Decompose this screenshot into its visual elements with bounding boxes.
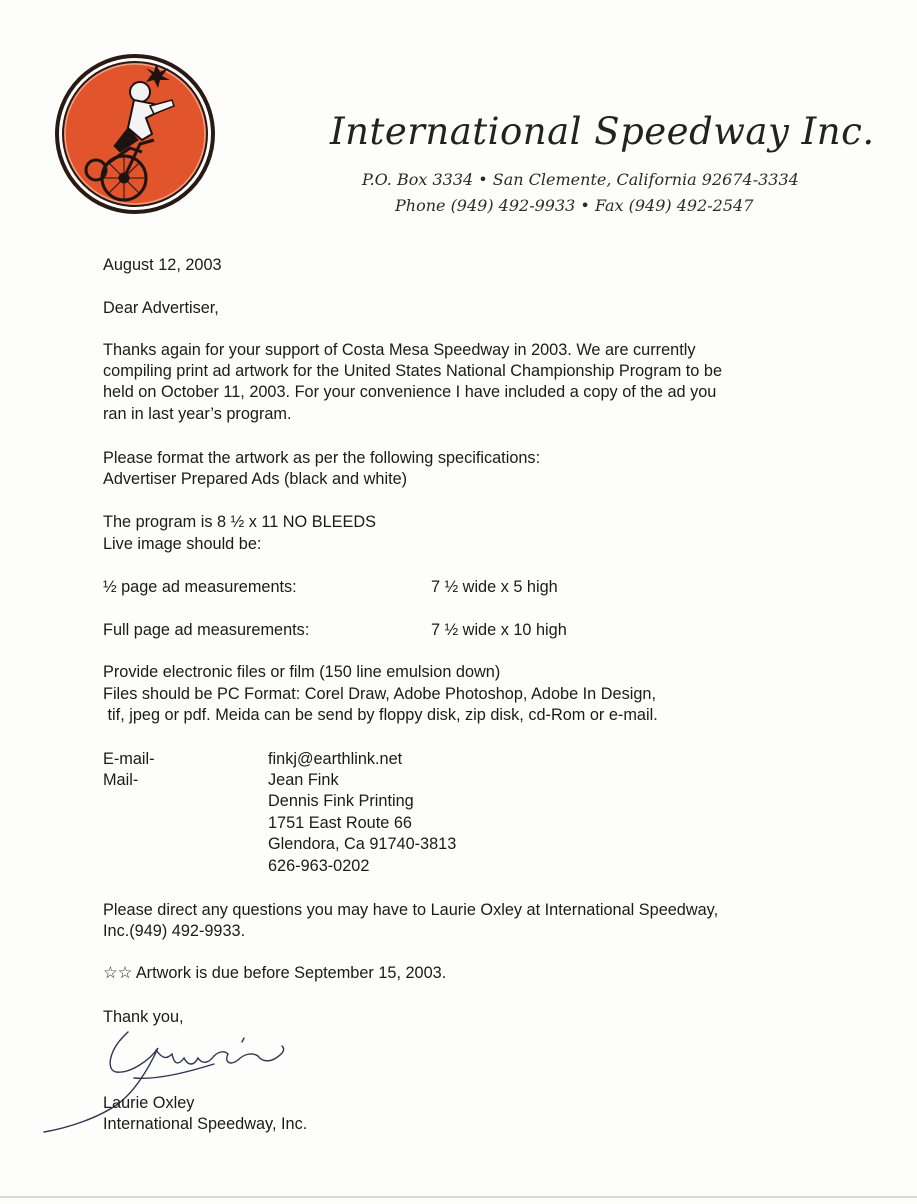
paragraph-line: Files should be PC Format: Corel Draw, Adobe Photoshop, Adobe In Design,: [103, 685, 656, 703]
paragraph-line: Inc.(949) 492-9933.: [103, 922, 246, 940]
paragraph-line: Provide electronic files or film (150 line emulsion down): [103, 663, 501, 681]
paragraph-line: held on October 11, 2003. For your convenience I have included a copy of the ad you: [103, 383, 717, 401]
paragraph-line: tif, jpeg or pdf. Meida can be send by floppy disk, zip disk, cd-Rom or e-mail.: [103, 706, 658, 724]
email-address: finkj@earthlink.net: [268, 750, 403, 768]
salutation: Dear Advertiser,: [103, 299, 219, 317]
full-page-label: Full page ad measurements:: [103, 621, 310, 639]
half-page-label: ½ page ad measurements:: [103, 578, 297, 596]
mail-line: Dennis Fink Printing: [268, 792, 414, 810]
page-edge-divider: [0, 1196, 917, 1198]
mail-label: Mail-: [103, 771, 139, 789]
mail-line: Glendora, Ca 91740-3813: [268, 835, 457, 853]
company-name: International Speedway Inc.: [330, 110, 875, 153]
paragraph-line: Please direct any questions you may have to Laurie Oxley at International Speedway,: [103, 901, 719, 919]
paragraph-line: Thanks again for your support of Costa Mesa Speedway in 2003. We are currently: [103, 341, 696, 359]
signer-company: International Speedway, Inc.: [103, 1115, 308, 1133]
paragraph-line: compiling print ad artwork for the United States National Championship Program to be: [103, 362, 722, 380]
paragraph-line: The program is 8 ½ x 11 NO BLEEDS: [103, 513, 376, 531]
mail-line: 626-963-0202: [268, 857, 370, 875]
half-page-value: 7 ½ wide x 5 high: [431, 578, 558, 596]
paragraph-line: Please format the artwork as per the following specifications:: [103, 449, 541, 467]
signer-name: Laurie Oxley: [103, 1094, 195, 1112]
paragraph-line: Advertiser Prepared Ads (black and white): [103, 470, 408, 488]
paragraph-line: Live image should be:: [103, 535, 262, 553]
speedway-logo-icon: [54, 48, 216, 218]
paragraph-line: ran in last year’s program.: [103, 405, 292, 423]
email-label: E-mail-: [103, 750, 155, 768]
closing: Thank you,: [103, 1008, 184, 1026]
letterhead-address: P.O. Box 3334 • San Clemente, California 92674-3334: [362, 170, 799, 189]
due-note: ☆☆ Artwork is due before September 15, 2003.: [103, 964, 447, 982]
mail-line: 1751 East Route 66: [268, 814, 412, 832]
full-page-value: 7 ½ wide x 10 high: [431, 621, 567, 639]
mail-line: Jean Fink: [268, 771, 339, 789]
letter-date: August 12, 2003: [103, 256, 222, 274]
letterhead-phone-fax: Phone (949) 492-9933 • Fax (949) 492-2547: [395, 196, 754, 215]
